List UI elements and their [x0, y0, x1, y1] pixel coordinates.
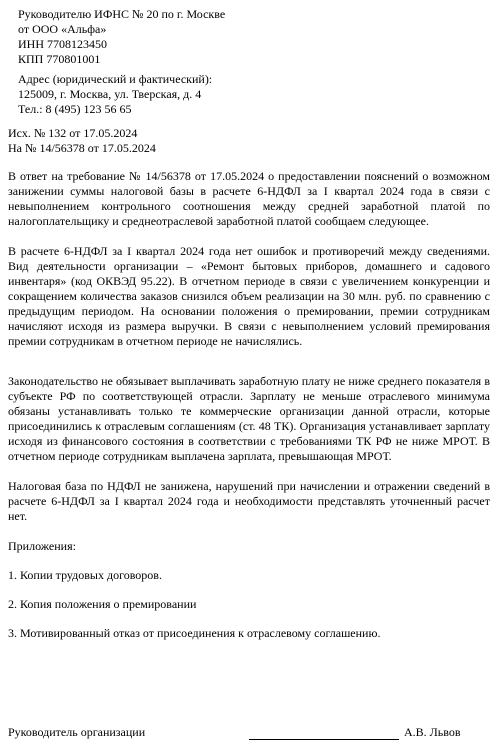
address-value: 125009, г. Москва, ул. Тверская, д. 4	[18, 87, 202, 101]
address-label: Адрес (юридический и фактический):	[18, 72, 213, 86]
addressee-line-recipient: Руководителю ИФНС № 20 по г. Москве	[18, 7, 226, 21]
signature-line	[249, 739, 399, 740]
letter-body	[8, 169, 490, 655]
address-phone: Тел.: 8 (495) 123 56 65	[18, 102, 132, 116]
signature-label: Руководитель организации	[8, 725, 146, 739]
paragraph-legislation: Законодательство не обязывает выплачивать заработную плату не ниже среднего показателя в субъекте РФ по соответствующей отрасли. Зарплату не меньше отраслевого минимума обязаны устанавливать только те коммерческие организации данной отрасли, которые присоединились к отраслевым соглашениям (ст. 48 ТК). Организация устанавливает зарплату исходя из финансового состояния в соответствии с требованиями ТК РФ не ниже МРОТ. В отчетном периоде сотрудникам выплачена зарплата, превышающая МРОТ.	[8, 374, 490, 463]
addressee-line-sender: от ООО «Альфа»	[18, 22, 107, 36]
paragraph-conclusion: Налоговая база по НДФЛ не занижена, нарушений при начислении и отражении сведений в расчете 6-НДФЛ за I квартал 2024 года и необходимости представлять уточненный расчет нет.	[8, 479, 490, 523]
attachment-item: 1. Копии трудовых договоров.	[8, 568, 162, 582]
paragraph-explanation: В расчете 6-НДФЛ за I квартал 2024 года нет ошибок и противоречий между сведениями. Вид деятельности организации – «Ремонт бытовых приборов, домашнего и садового инвентаря» (код ОКВЭД 95.22). В отчетном периоде в связи с увеличением конкуренции и сокращением количества заказов снизился объем реализации на 30 млн. руб. по сравнению с предыдущим периодом. На основании положения о премировании, премии сотрудникам начисляют исходя из размера выручки. В связи с невыполнением условий премирования премии сотрудникам в отчетном периоде не начислялись.	[8, 244, 490, 348]
outgoing-reference: Исх. № 132 от 17.05.2024	[8, 126, 138, 140]
signatory-name: А.В. Львов	[404, 725, 461, 739]
addressee-line-kpp: КПП 770801001	[18, 52, 101, 66]
reference-numbers	[8, 126, 488, 156]
attachments-title: Приложения:	[8, 539, 76, 553]
addressee-block	[18, 7, 488, 117]
incoming-reference: На № 14/56378 от 17.05.2024	[8, 141, 156, 155]
paragraph-intro: В ответ на требование № 14/56378 от 17.05.2024 о предоставлении пояснений о возможном занижении суммы налоговой базы в расчете 6-НДФЛ за I квартал 2024 года в связи с невыполнением контрольного соотношения между средней заработной платой по налогоплательщику и среднеотраслевой заработной платой сообщаем следующее.	[8, 169, 490, 228]
attachment-item: 3. Мотивированный отказ от присоединения к отраслевому соглашению.	[8, 626, 381, 640]
addressee-line-inn: ИНН 7708123450	[18, 37, 107, 51]
attachment-item: 2. Копия положения о премировании	[8, 597, 197, 611]
signature-block	[8, 725, 488, 741]
